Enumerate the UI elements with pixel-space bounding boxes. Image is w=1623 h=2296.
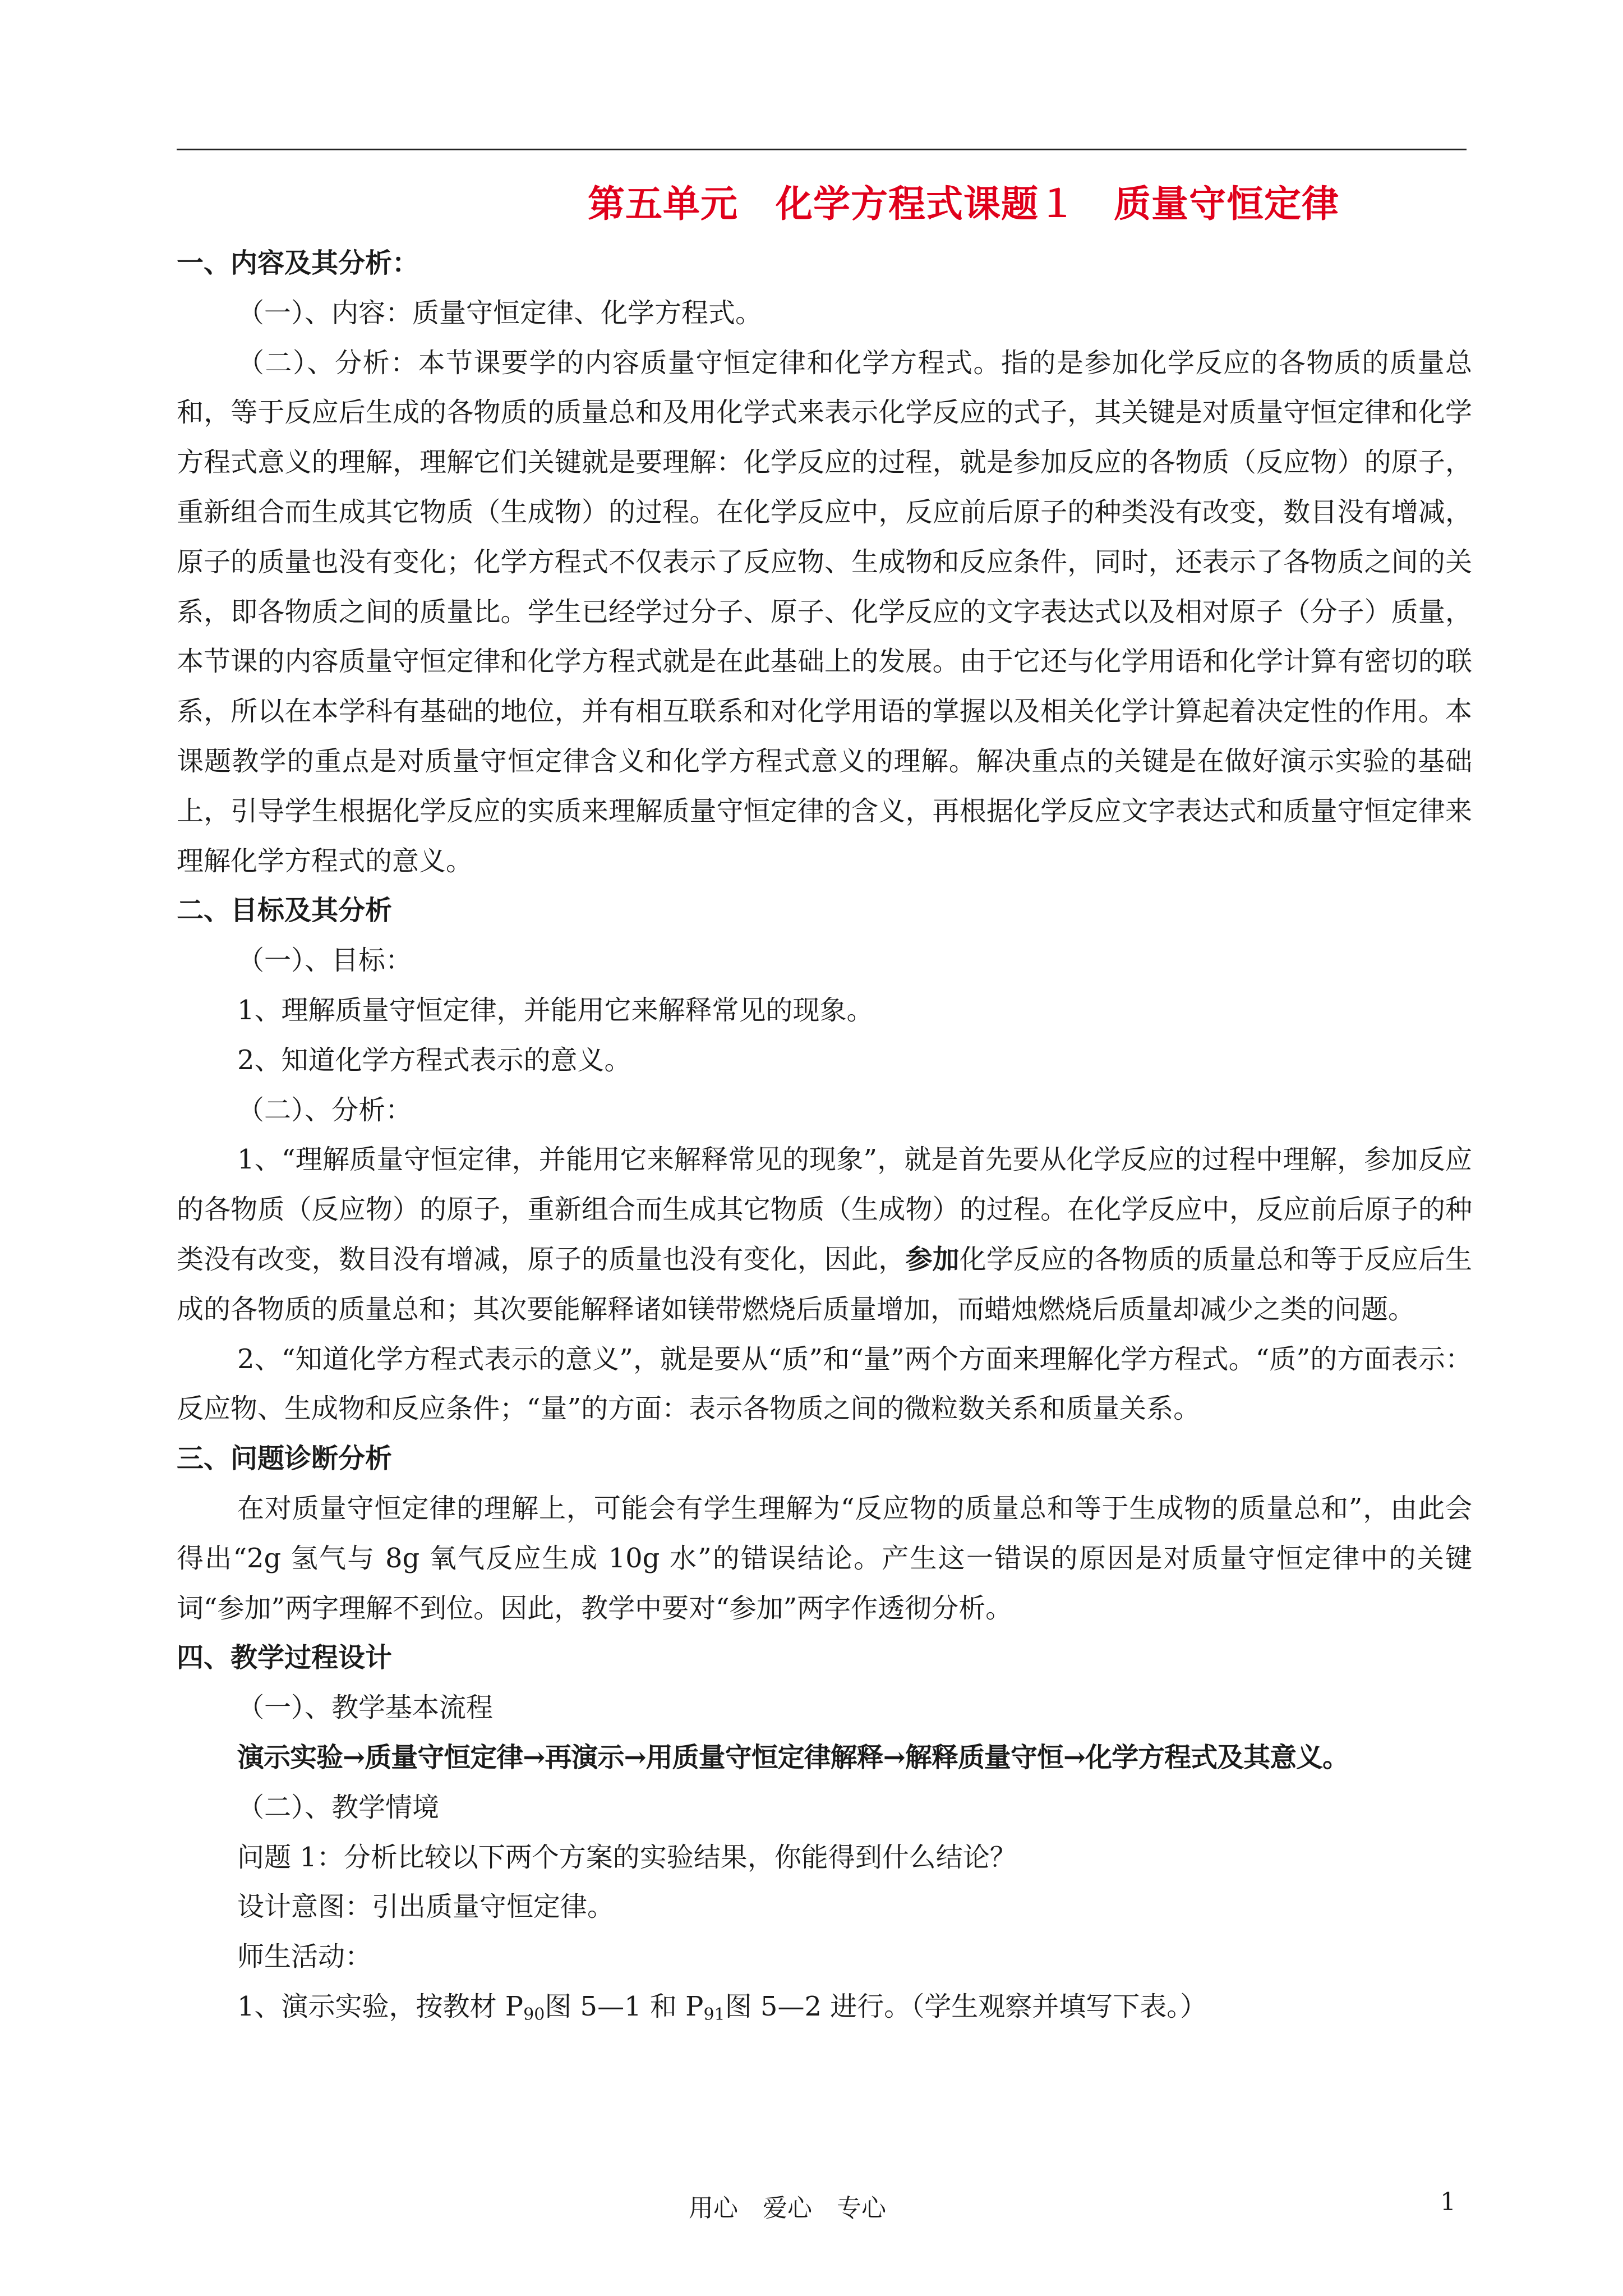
activity-label: 师生活动： xyxy=(237,1941,372,1973)
goal-item-2: 2、知道化学方程式表示的意义。 xyxy=(237,1044,631,1076)
diagnosis-paragraph: 在对质量守恒定律的理解上，可能会有学生理解为“反应物的质量总和等于生成物的质量总和”，由此会得出“2g 氢气与 8g 氧气反应生成 10g 水”的错误结论。产生这一错误的原因是对质量守恒定律中的关键词“参加”两字理解不到位。因此，教学中要对“参加”两字作透彻分析。 xyxy=(177,1492,1472,1624)
analysis-paragraph: （二）、分析：本节课要学的内容质量守恒定律和化学方程式。指的是参加化学反应的各物质的质量总和，等于反应后生成的各物质的质量总和及用化学式来表示化学反应的式子，其关键是对质量守恒定律和化学方程式意义的理解，理解它们关键就是要理解：化学反应的过程，就是参加反应的各物质（反应物）的原子，重新组合而生成其它物质（生成物）的过程。在化学反应中，反应前后原子的种类没有改变，数目没有增减，原子的质量也没有变化；化学方程式不仅表示了反应物、生成物和反应条件，同时，还表示了各物质之间的关系，即各物质之间的质量比。学生已经学过分子、原子、化学反应的文字表达式以及相对原子（分子）质量，本节课的内容质量守恒定律和化学方程式就是在此基础上的发展。由于它还与化学用语和化学计算有密切的联系，所以在本学科有基础的地位，并有相互联系和对化学用语的掌握以及相关化学计算起着决定性的作用。本课题教学的重点是对质量守恒定律含义和化学方程式意义的理解。解决重点的关键是在做好演示实验的基础上，引导学生根据化学反应的实质来理解质量守恒定律的含义，再根据化学反应文字表达式和质量守恒定律来理解化学方程式的意义。 xyxy=(177,347,1472,877)
flow-sequence: 演示实验→质量守恒定律→再演示→用质量守恒定律解释→解释质量守恒→化学方程式及其意义。 xyxy=(237,1741,1349,1773)
header-rule xyxy=(177,149,1467,150)
page-title: 第五单元 化学方程式课题１ 质量守恒定律 xyxy=(588,182,1339,226)
page-number: 1 xyxy=(1440,2188,1456,2216)
section-heading-4: 四、教学过程设计 xyxy=(177,1642,393,1674)
section-heading-2: 二、目标及其分析 xyxy=(177,895,393,927)
goal-item-1: 1、理解质量守恒定律，并能用它来解释常见的现象。 xyxy=(237,994,874,1026)
page-footer: 用心 爱心 专心 xyxy=(689,2194,886,2223)
design-intent: 设计意图：引出质量守恒定律。 xyxy=(237,1891,615,1923)
analysis-label: （二）、分析： xyxy=(237,1094,413,1126)
flow-label: （一）、教学基本流程 xyxy=(237,1692,494,1724)
demo-instruction: 1、演示实验，按教材 $P_{90}$图 5—1 和 $P_{91}$图 5—2 进行。（学生观察并填写下表。） xyxy=(237,1990,1207,2024)
document-body xyxy=(177,238,1472,2032)
analysis-item-1: 1、“理解质量守恒定律，并能用它来解释常见的现象”，就是首先要从化学反应的过程中理解，参加反应的各物质（反应物）的原子，重新组合而生成其它物质（生成物）的过程。在化学反应中，反应前后原子的种类没有改变，数目没有增减，原子的质量也没有变化，因此，参加化学反应的各物质的质量总和等于反应后生成的各物质的质量总和；其次要能解释诸如镁带燃烧后质量增加，而蜡烛燃烧后质量却减少之类的问题。 xyxy=(177,1144,1472,1325)
scene-label: （二）、教学情境 xyxy=(237,1791,440,1823)
analysis-item-2: 2、“知道化学方程式表示的意义”，就是要从“质”和“量”两个方面来理解化学方程式。“质”的方面表示：反应物、生成物和反应条件；“量”的方面：表示各物质之间的微粒数关系和质量关系。 xyxy=(177,1343,1472,1425)
question-1: 问题 1：分析比较以下两个方案的实验结果，你能得到什么结论？ xyxy=(237,1841,1017,1873)
content-line: （一）、内容：质量守恒定律、化学方程式。 xyxy=(237,297,763,329)
section-heading-3: 三、问题诊断分析 xyxy=(177,1443,393,1475)
emphasis-text: 参加 xyxy=(905,1243,960,1275)
goal-label: （一）、目标： xyxy=(237,945,413,977)
section-heading-1: 一、内容及其分析： xyxy=(177,247,419,279)
